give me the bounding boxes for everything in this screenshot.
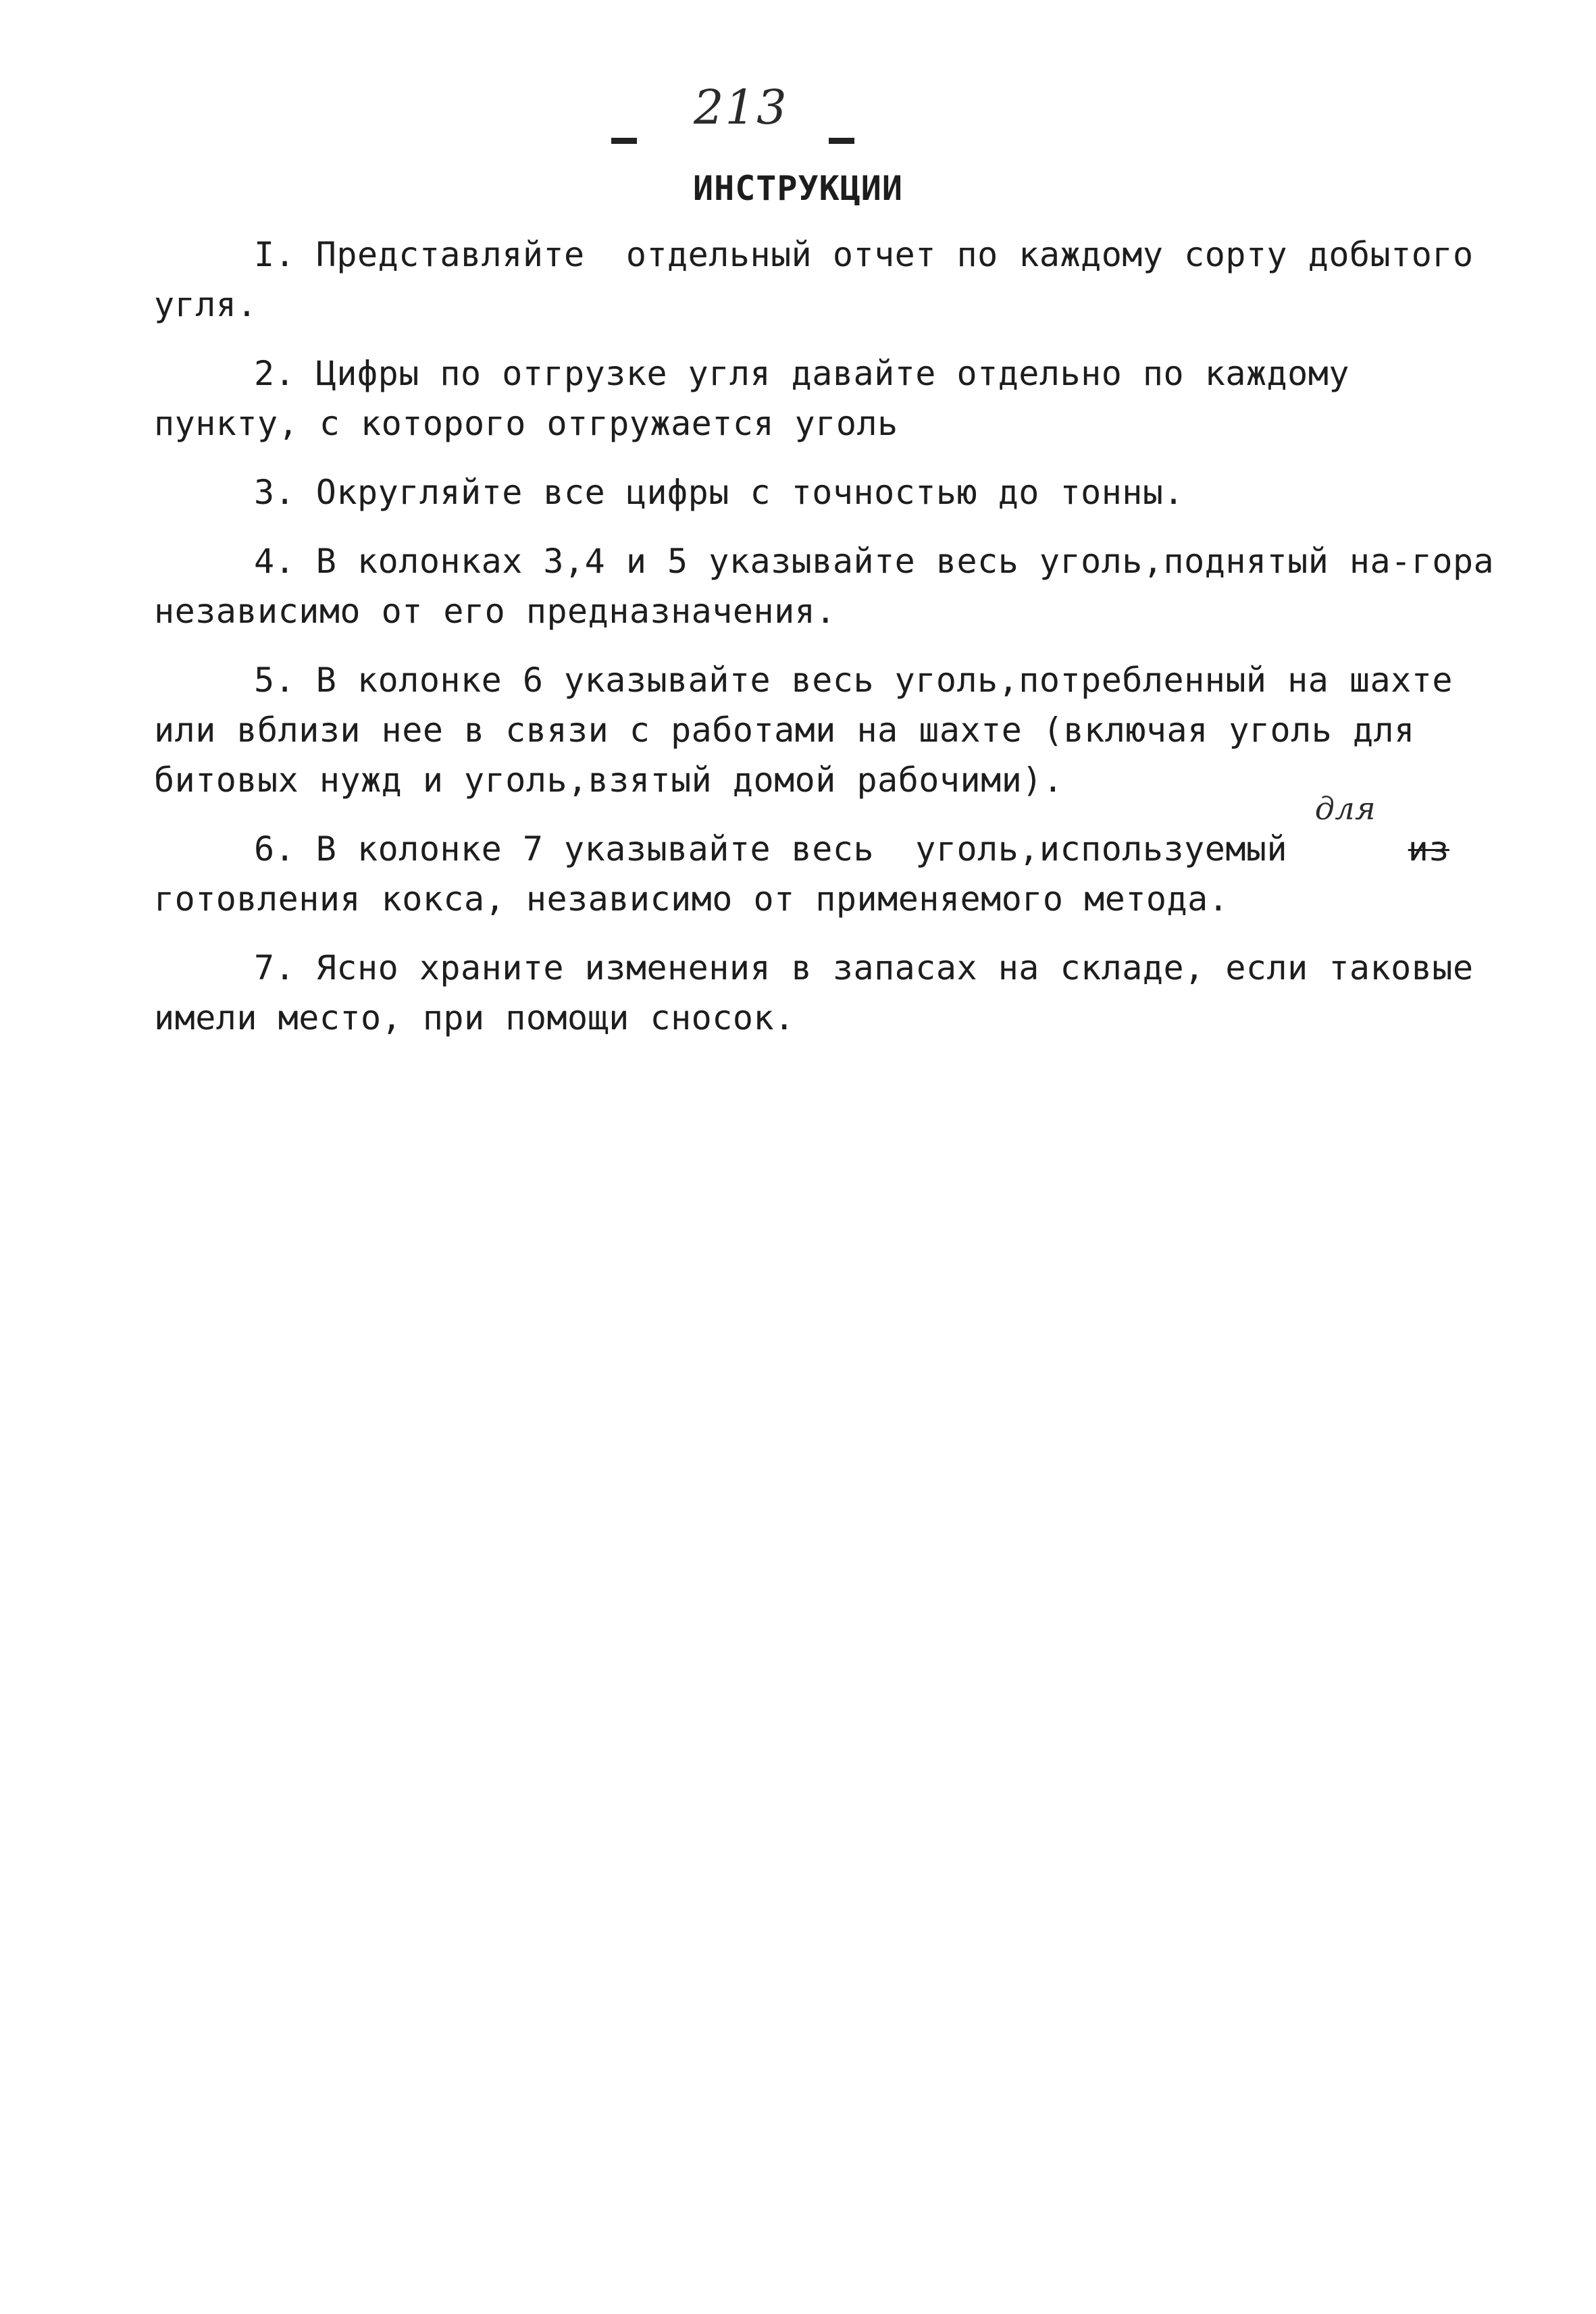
instruction-item-7: 7. Ясно храните изменения в запасах на складе, если таковые имели место, при помощи сносок. (154, 948, 1495, 1037)
instruction-item-6 (154, 790, 1505, 924)
instructions-list (154, 230, 1515, 1062)
page-number (611, 80, 854, 154)
instruction-item-5: 5. В колонке 6 указывайте весь уголь,потребленный на шахте или вблизи нее в связи с работами на шахте (включая уголь для битовых нужд и уголь,взятый домой рабочими). (154, 661, 1474, 800)
page-title: ИНСТРУКЦИИ (692, 169, 904, 208)
instruction-item-6-text-after: готовления кокса, независимо от применяемого метода. (154, 879, 1229, 919)
handwritten-page-number: 213 (694, 80, 788, 135)
instruction-item-4: 4. В колонках 3,4 и 5 указывайте весь уголь,поднятый на-гора независимо от его предназначения. (154, 542, 1515, 631)
page-number-right-dash (829, 138, 854, 144)
instruction-item-3: 3. Округляйте все цифры с точностью до тонны. (254, 473, 1185, 512)
handwritten-insert: для (1314, 790, 1376, 827)
page-number-left-dash (611, 138, 637, 144)
instruction-item-6-text-before: 6. В колонке 7 указывайте весь уголь,используемый (254, 829, 1308, 869)
struck-text: из (1408, 829, 1449, 869)
instruction-item-1: I. Представляйте отдельный отчет по каждому сорту добытого угля. (154, 235, 1495, 324)
correction-group (1308, 790, 1449, 874)
instruction-item-2: 2. Цифры по отгрузке угля давайте отдельно по каждому пункту, с которого отгружается уголь (154, 354, 1370, 443)
